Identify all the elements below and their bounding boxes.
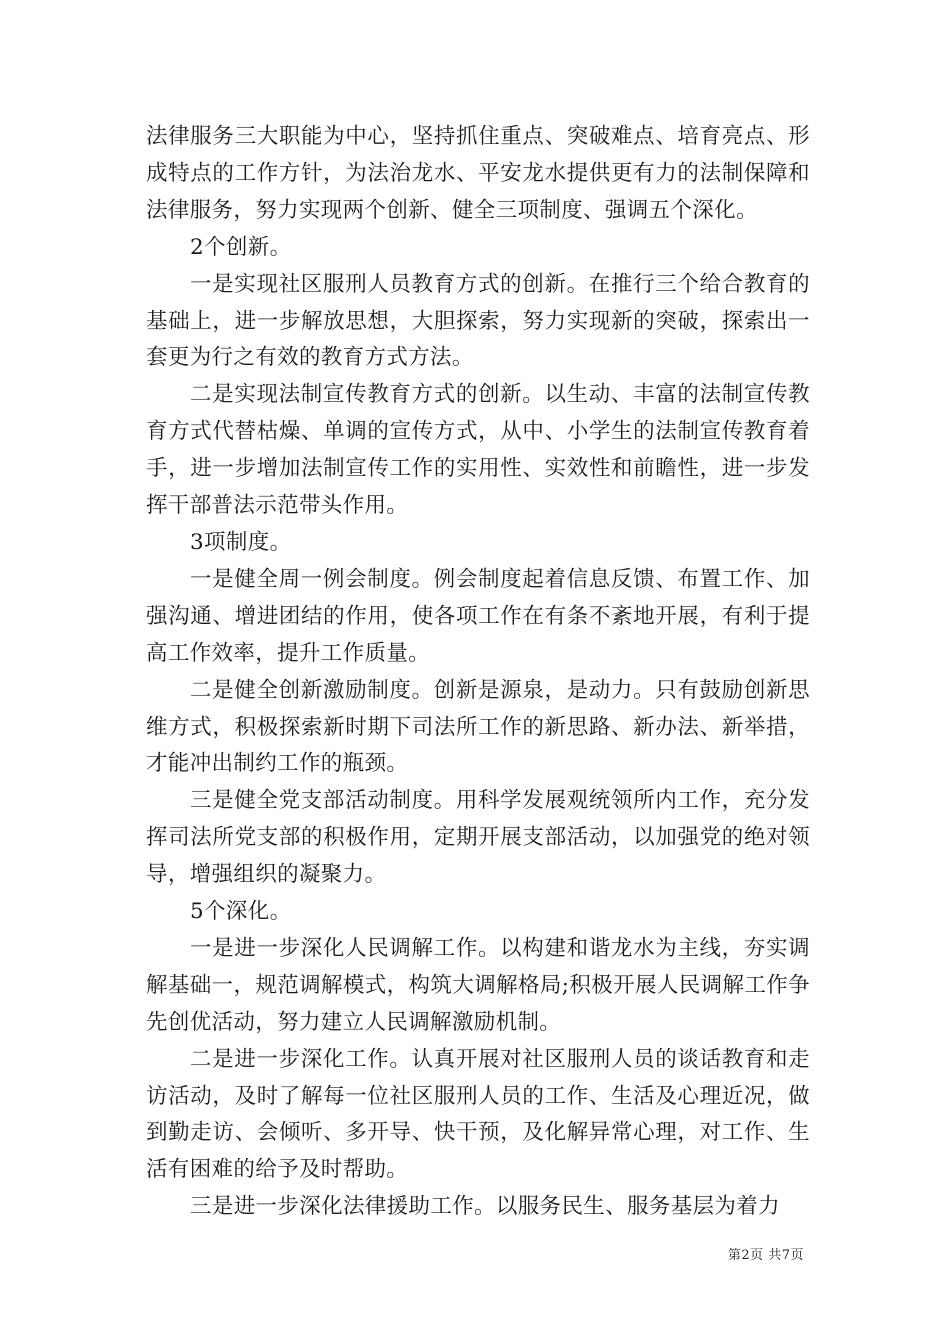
paragraph: 三是健全党支部活动制度。用科学发展观统领所内工作，充分发挥司法所党支部的积极作用，定期开展支部活动，以加强党的绝对领导，增强组织的凝聚力。	[146, 788, 810, 888]
paragraph: 法律服务三大职能为中心，坚持抓住重点、突破难点、培育亮点、形成特点的工作方针，为法治龙水、平安龙水提供更有力的法制保障和法律服务，努力实现两个创新、健全三项制度、强调五个深化。	[146, 124, 810, 223]
section-heading-systems: 3项制度。	[190, 529, 292, 555]
section-heading-deepening: 5个深化。	[190, 899, 292, 925]
section-heading-innovations: 2个创新。	[190, 234, 292, 260]
paragraph: 二是进一步深化工作。认真开展对社区服刑人员的谈话教育和走访活动，及时了解每一位社区服刑人员的工作、生活及心理近况，做到勤走访、会倾听、多开导、快干预，及化解异常心理，对工作、生活有困难的给予及时帮助。	[146, 1046, 810, 1183]
paragraph: 一是进一步深化人民调解工作。以构建和谐龙水为主线，夯实调解基础一，规范调解模式，构筑大调解格局;积极开展人民调解工作争先创优活动，努力建立人民调解激励机制。	[146, 935, 810, 1035]
paragraph: 二是健全创新激励制度。创新是源泉，是动力。只有鼓励创新思维方式，积极探索新时期下司法所工作的新思路、新办法、新举措，才能冲出制约工作的瓶颈。	[146, 677, 810, 777]
document-body	[146, 119, 810, 1226]
page-number: 第2页 共7页	[727, 1248, 804, 1263]
paragraph: 一是健全周一例会制度。例会制度起着信息反馈、布置工作、加强沟通、增进团结的作用，使各项工作在有条不紊地开展，有利于提高工作效率，提升工作质量。	[146, 566, 810, 666]
paragraph: 一是实现社区服刑人员教育方式的创新。在推行三个给合教育的基础上，进一步解放思想，大胆探索，努力实现新的突破，探索出一套更为行之有效的教育方式方法。	[146, 271, 810, 371]
paragraph: 三是进一步深化法律援助工作。以服务民生、服务基层为着力	[190, 1194, 780, 1220]
paragraph: 二是实现法制宣传教育方式的创新。以生动、丰富的法制宣传教育方式代替枯燥、单调的宣传方式，从中、小学生的法制宣传教育着手，进一步增加法制宣传工作的实用性、实效性和前瞻性，进一步发挥干部普法示范带头作用。	[146, 382, 810, 519]
